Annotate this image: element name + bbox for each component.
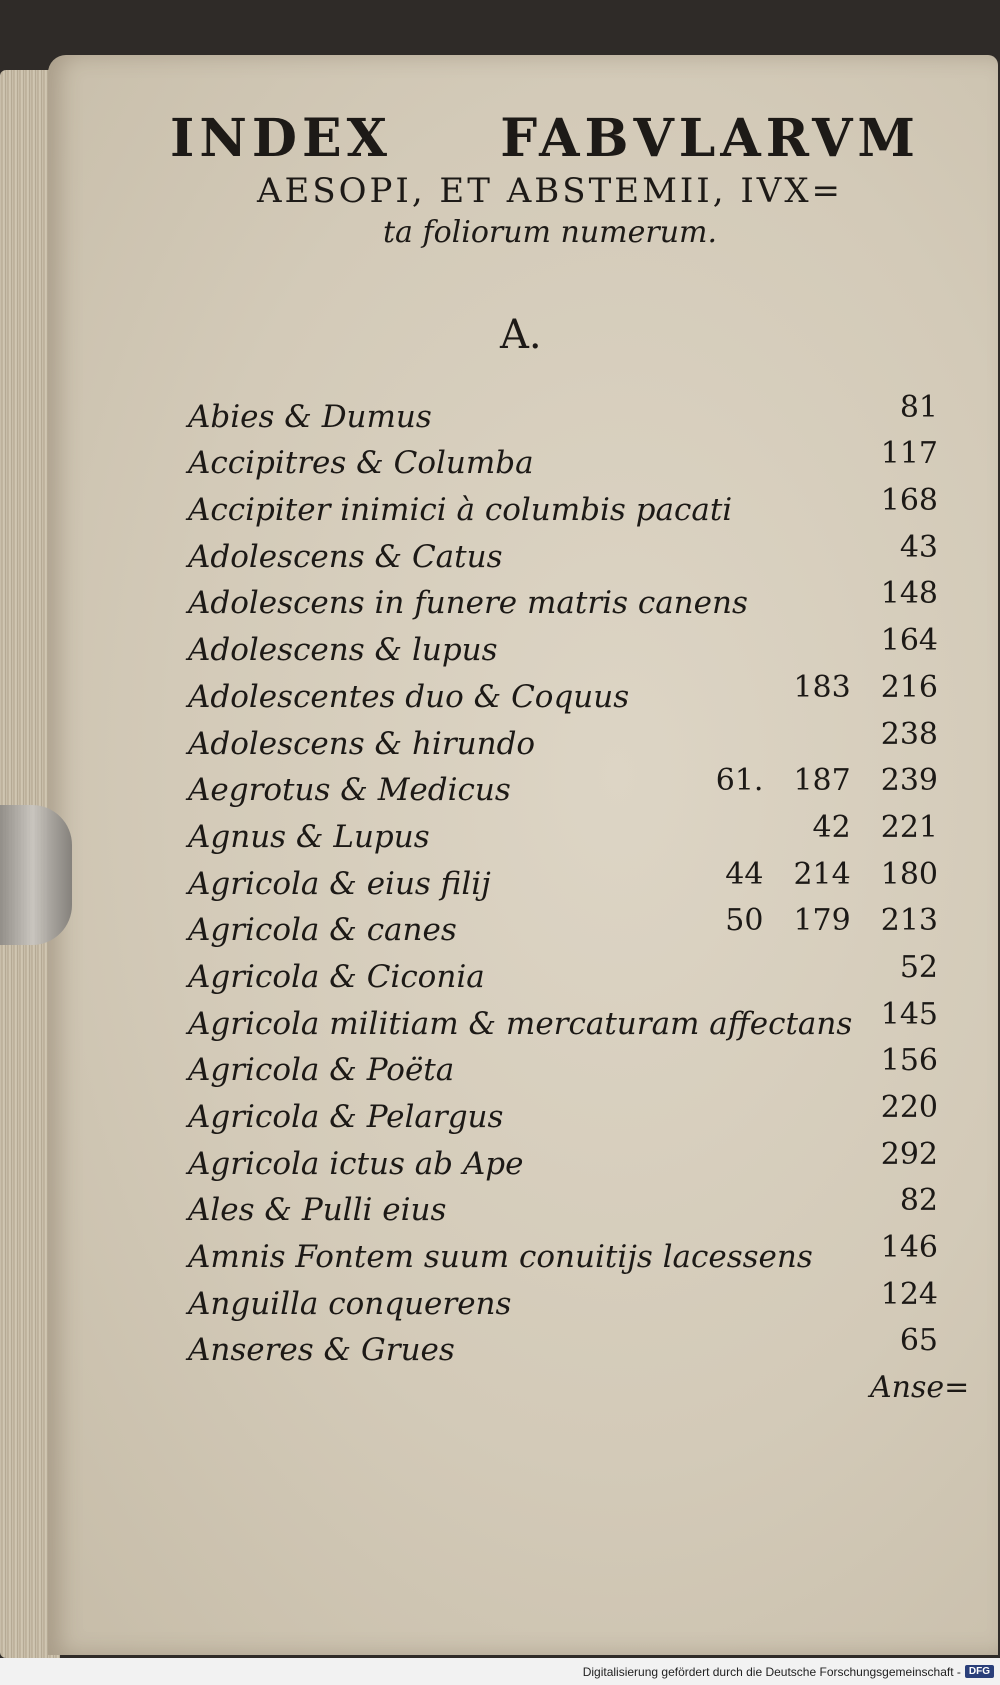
entry-page-number: 50 xyxy=(725,903,764,939)
index-entry xyxy=(188,669,938,719)
digitization-footer xyxy=(0,1658,1000,1685)
entry-page-number: 221 xyxy=(880,809,938,845)
entry-pages xyxy=(881,717,938,752)
entry-name: Ales & Pulli eius xyxy=(188,1192,447,1229)
entry-pages xyxy=(881,623,938,658)
page-clip xyxy=(0,805,72,945)
entry-name: Agricola & canes xyxy=(188,912,457,949)
entry-name: Agricola & Poëta xyxy=(188,1052,455,1089)
entry-pages xyxy=(881,1043,938,1078)
entry-name: Adolescens in funere matris canens xyxy=(188,585,748,622)
index-entry xyxy=(188,485,938,532)
entry-name: Anguilla conquerens xyxy=(188,1285,512,1322)
entry-page-number: 168 xyxy=(880,483,938,519)
entry-pages xyxy=(881,576,938,611)
footer-credit: Digitalisierung gefördert durch die Deutsche Forschungsgemeinschaft - xyxy=(582,1664,961,1679)
entry-page-number: 82 xyxy=(899,1183,938,1219)
entry-name: Agricola ictus ab Ape xyxy=(188,1145,524,1182)
entry-name: Accipitres & Columba xyxy=(188,445,534,482)
entry-page-number: 238 xyxy=(880,716,938,752)
entry-page-number: 146 xyxy=(880,1230,938,1266)
entry-pages xyxy=(793,670,938,705)
index-entry xyxy=(188,1183,938,1233)
entry-page-number: 43 xyxy=(899,529,938,565)
entry-page-number: 145 xyxy=(880,996,938,1032)
index-entry xyxy=(188,949,938,999)
index-entry xyxy=(188,625,938,672)
entry-pages xyxy=(813,810,938,845)
index-entry xyxy=(188,1092,938,1139)
entry-pages xyxy=(881,483,938,518)
entry-pages xyxy=(900,1323,938,1358)
entry-pages xyxy=(716,763,938,798)
entry-page-number: 52 xyxy=(899,949,938,985)
index-entry xyxy=(188,856,938,906)
entry-page-number: 292 xyxy=(880,1136,938,1172)
entry-pages xyxy=(900,1183,938,1218)
title-line-3: ta foliorum numerum. xyxy=(382,215,718,250)
entry-page-number: 61. xyxy=(715,763,764,799)
index-entry xyxy=(188,529,938,579)
index-entry xyxy=(188,1232,938,1279)
entry-page-number: 164 xyxy=(880,623,938,659)
entry-name: Agricola & eius filij xyxy=(188,865,491,902)
index-entry xyxy=(188,996,938,1046)
entry-page-number: 117 xyxy=(880,436,938,472)
entry-page-number: 81 xyxy=(899,389,938,425)
entry-pages xyxy=(881,997,938,1032)
entry-name: Adolescens & hirundo xyxy=(188,725,536,762)
entry-page-number: 216 xyxy=(880,669,938,705)
entry-page-number: 156 xyxy=(880,1043,938,1079)
entry-name: Aegrotus & Medicus xyxy=(188,772,511,809)
index-entries xyxy=(188,389,938,1372)
entry-page-number: 214 xyxy=(793,856,851,892)
entry-name: Adolescens & Catus xyxy=(188,538,503,575)
entry-pages xyxy=(900,950,938,985)
dfg-logo: DFG xyxy=(965,1665,994,1678)
index-entry xyxy=(188,763,938,813)
entry-page-number: 220 xyxy=(880,1090,938,1125)
title-word-index: INDEX xyxy=(170,108,392,169)
index-entry xyxy=(188,903,938,953)
section-letter: A. xyxy=(500,312,542,358)
index-entry xyxy=(188,716,938,766)
entry-page-number: 124 xyxy=(880,1276,938,1312)
index-entry xyxy=(188,1043,938,1093)
entry-name: Agricola & Pelargus xyxy=(188,1099,504,1135)
entry-page-number: 44 xyxy=(725,856,764,892)
entry-name: Amnis Fontem suum conuitijs lacessens xyxy=(188,1239,813,1276)
entry-pages xyxy=(881,1137,938,1172)
entry-pages xyxy=(900,390,938,425)
entry-page-number: 148 xyxy=(880,576,938,612)
entry-pages xyxy=(881,1090,938,1125)
title-line-1 xyxy=(170,108,930,169)
entry-pages xyxy=(881,1277,938,1312)
entry-name: Adolescentes duo & Coquus xyxy=(188,678,630,715)
index-entry xyxy=(188,1276,938,1326)
entry-pages xyxy=(725,903,938,938)
entry-page-number: 179 xyxy=(793,903,851,939)
entry-name: Accipiter inimici à columbis pacati xyxy=(188,492,733,529)
index-entry xyxy=(188,389,938,439)
title-line-2: AESOPI, ET ABSTEMII, IVX= xyxy=(256,171,844,211)
entry-page-number: 239 xyxy=(880,763,938,799)
index-title xyxy=(170,108,930,250)
entry-pages xyxy=(881,436,938,471)
index-entry xyxy=(188,1323,938,1373)
entry-page-number: 213 xyxy=(880,903,938,939)
entry-name: Agnus & Lupus xyxy=(188,818,430,855)
entry-name: Anseres & Grues xyxy=(188,1332,455,1369)
index-entry xyxy=(188,436,938,486)
entry-page-number: 65 xyxy=(899,1323,938,1359)
entry-name: Agricola militiam & mercaturam affectans xyxy=(188,1005,853,1042)
entry-page-number: 187 xyxy=(793,763,851,799)
entry-page-number: 180 xyxy=(880,856,938,892)
entry-pages xyxy=(725,857,938,892)
entry-pages xyxy=(900,530,938,565)
title-word-fabularum: FABVLARVM xyxy=(500,108,920,169)
entry-page-number: 42 xyxy=(812,809,851,845)
entry-page-number: 183 xyxy=(793,669,851,705)
index-entry xyxy=(188,1136,938,1186)
entry-pages xyxy=(881,1230,938,1265)
index-entry xyxy=(188,809,938,859)
catchword: Anse= xyxy=(870,1370,970,1405)
entry-name: Adolescens & lupus xyxy=(188,632,498,669)
entry-name: Abies & Dumus xyxy=(188,398,432,435)
index-entry xyxy=(188,576,938,626)
entry-name: Agricola & Ciconia xyxy=(188,958,485,995)
